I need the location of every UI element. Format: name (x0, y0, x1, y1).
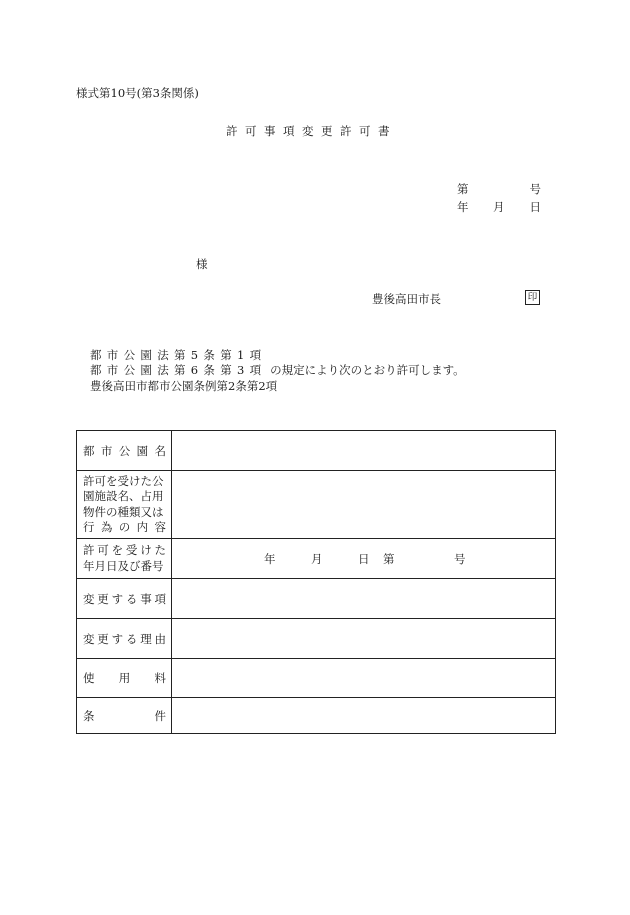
number-suffix: 号 (529, 182, 541, 196)
change-reason-value[interactable] (172, 619, 556, 659)
date-day: 日 (529, 200, 541, 214)
park-name-label (77, 431, 172, 471)
spread-label (83, 631, 166, 647)
form-number: 様式第10号(第3条関係) (76, 86, 199, 100)
usage-fee-value[interactable] (172, 659, 556, 698)
label-char: す (111, 631, 124, 646)
label-char: 用 (118, 671, 131, 685)
label-char: 内 (136, 520, 149, 534)
label-char: 名 (154, 443, 166, 458)
table-row (77, 539, 556, 579)
label-char: 更 (97, 631, 109, 646)
label-char: 公 (118, 443, 131, 458)
label-char: 件 (154, 708, 166, 723)
label-char: 園 (136, 443, 149, 458)
label-char: 容 (154, 520, 166, 534)
label-char: を (111, 543, 124, 557)
legal-basis-line-1: 都市公園法第5条第1項 (90, 348, 267, 362)
spread-label (83, 443, 166, 459)
label-char: 更 (97, 591, 109, 606)
park-name-value[interactable] (172, 431, 556, 471)
facility-content-label (77, 471, 172, 539)
conditions-label (77, 698, 172, 734)
permit-no-suffix: 号 (454, 552, 466, 566)
label-char: 変 (83, 631, 95, 646)
label-char: 許 (83, 543, 95, 557)
legal-basis-line-3: 豊後高田市都市公園条例第2条第2項 (90, 379, 278, 393)
label-line: 園施設名、占用 (83, 489, 164, 503)
permit-year: 年 (264, 552, 276, 566)
label-char: る (125, 591, 138, 606)
label-char: 使 (83, 671, 95, 685)
permit-details-table (76, 430, 556, 734)
table-row (77, 659, 556, 698)
table-row (77, 619, 556, 659)
facility-content-value[interactable] (172, 471, 556, 539)
label-char: す (111, 591, 124, 606)
label-char: 変 (83, 591, 95, 606)
addressee-suffix: 様 (196, 257, 208, 271)
label-char: 理 (140, 631, 152, 646)
label-char: 由 (154, 631, 166, 646)
spread-label (83, 670, 166, 686)
usage-fee-label (77, 659, 172, 698)
label-line: 許可を受けた公 (83, 473, 164, 488)
number-prefix: 第 (457, 182, 469, 196)
label-char: 市 (100, 443, 113, 458)
conditions-value[interactable] (172, 698, 556, 734)
permit-date-fields (172, 539, 555, 578)
legal-basis-article: 都市公園法第6条第3項 (90, 363, 267, 377)
change-reason-label (77, 619, 172, 659)
label-char: 為 (100, 520, 113, 534)
table-row (77, 579, 556, 619)
permit-no-prefix: 第 (383, 552, 395, 566)
date-month: 月 (493, 200, 505, 214)
legal-basis-line-2 (90, 362, 465, 378)
label-char: 項 (154, 591, 166, 606)
legal-basis-text: の規定により次のとおり許可します。 (270, 363, 465, 377)
table-row (77, 431, 556, 471)
label-line: 年月日及び番号 (83, 558, 164, 573)
label-line: 物件の種類又は (83, 504, 164, 519)
label-line (83, 543, 166, 559)
change-item-value[interactable] (172, 579, 556, 619)
label-char: の (118, 520, 131, 534)
label-char: 受 (125, 543, 138, 557)
label-char: た (154, 543, 166, 557)
label-char: 料 (154, 671, 166, 685)
label-char: け (140, 543, 152, 557)
label-line (83, 520, 166, 536)
permit-day: 日 (358, 552, 370, 566)
permit-month: 月 (311, 552, 323, 566)
spread-label (83, 591, 166, 607)
label-char: 事 (140, 591, 152, 606)
table-row (77, 471, 556, 539)
change-item-label (77, 579, 172, 619)
spread-label (83, 708, 166, 724)
table-row (77, 698, 556, 734)
date-year: 年 (457, 200, 469, 214)
permit-date-label (77, 539, 172, 579)
seal-stamp: 印 (525, 290, 540, 305)
document-title: 許可事項変更許可書 (226, 124, 397, 138)
label-char: 可 (97, 543, 109, 557)
permit-date-value[interactable] (172, 539, 556, 579)
issuer-name: 豊後高田市長 (372, 292, 441, 306)
label-char: 行 (83, 520, 95, 534)
label-char: 条 (83, 708, 95, 723)
label-char: る (125, 631, 138, 646)
label-char: 都 (83, 443, 95, 458)
